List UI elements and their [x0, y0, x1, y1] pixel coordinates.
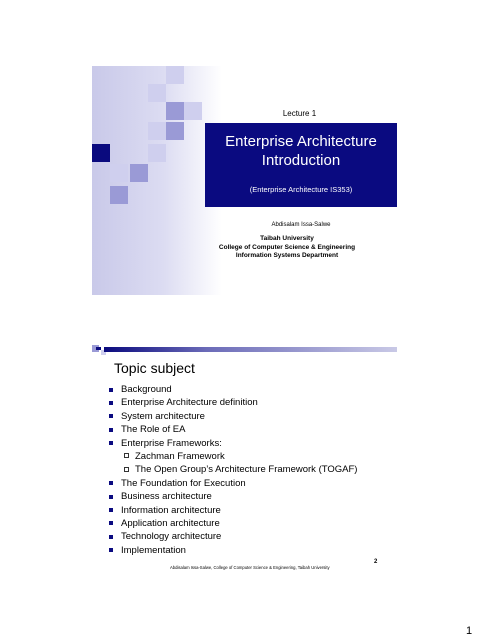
topic-slide	[92, 342, 397, 574]
list-item: Technology architecture	[109, 530, 357, 543]
lecture-label: Lecture 1	[282, 109, 317, 118]
decorative-square	[166, 122, 184, 140]
list-item: The Role of EA	[109, 423, 357, 436]
decorative-square	[148, 122, 166, 140]
square-bullet-icon	[109, 414, 113, 418]
decorative-square	[148, 84, 166, 102]
list-item: Implementation	[109, 544, 357, 557]
list-item: Application architecture	[109, 517, 357, 530]
hollow-square-bullet-icon	[124, 453, 129, 458]
slide-footer: Abdisalam Issa-Salwe, College of Computer Science & Engineering, Taibah University	[170, 565, 330, 570]
list-item: Information architecture	[109, 504, 357, 517]
decorative-square	[92, 144, 110, 162]
affiliation-college: College of Computer Science & Engineering	[218, 243, 356, 251]
sub-list-item: The Open Group’s Architecture Framework (TOGAF)	[109, 463, 357, 476]
list-item: System architecture	[109, 410, 357, 423]
hollow-square-bullet-icon	[124, 467, 129, 472]
square-bullet-icon	[109, 428, 113, 432]
square-bullet-icon	[109, 441, 113, 445]
decorative-square	[110, 186, 128, 204]
square-bullet-icon	[109, 508, 113, 512]
slide-title	[205, 132, 397, 170]
square-bullet-icon	[109, 481, 113, 485]
list-item: Business architecture	[109, 490, 357, 503]
title-slide	[92, 66, 397, 295]
list-item: Enterprise Frameworks:	[109, 437, 357, 450]
decorative-square	[148, 144, 166, 162]
decorative-square	[130, 164, 148, 182]
affiliation	[182, 235, 392, 261]
list-item: The Foundation for Execution	[109, 477, 357, 490]
square-bullet-icon	[109, 401, 113, 405]
affiliation-university: Taibah University	[260, 235, 314, 242]
square-bullet-icon	[109, 388, 113, 392]
list-item: Background	[109, 383, 357, 396]
decorative-square	[110, 164, 128, 182]
list-item: Enterprise Architecture definition	[109, 396, 357, 409]
decorative-square	[166, 66, 184, 84]
page-number: 1	[466, 625, 473, 637]
slide-title-line1: Enterprise Architecture	[225, 133, 377, 150]
topic-list	[109, 383, 357, 557]
sub-list-item: Zachman Framework	[109, 450, 357, 463]
header-gradient-bar	[104, 347, 397, 352]
square-bullet-icon	[109, 548, 113, 552]
slide-number: 2	[374, 559, 378, 565]
affiliation-department: Information Systems Department	[235, 252, 339, 259]
slide-subtitle: (Enterprise Architecture IS353)	[249, 185, 353, 194]
square-bullet-icon	[109, 535, 113, 539]
slide-title-line2: Introduction	[261, 152, 341, 169]
author-name: Abdisalam Issa-Salwe	[271, 222, 331, 228]
square-bullet-icon	[109, 521, 113, 525]
square-bullet-icon	[109, 495, 113, 499]
slide-title: Topic subject	[114, 360, 195, 376]
